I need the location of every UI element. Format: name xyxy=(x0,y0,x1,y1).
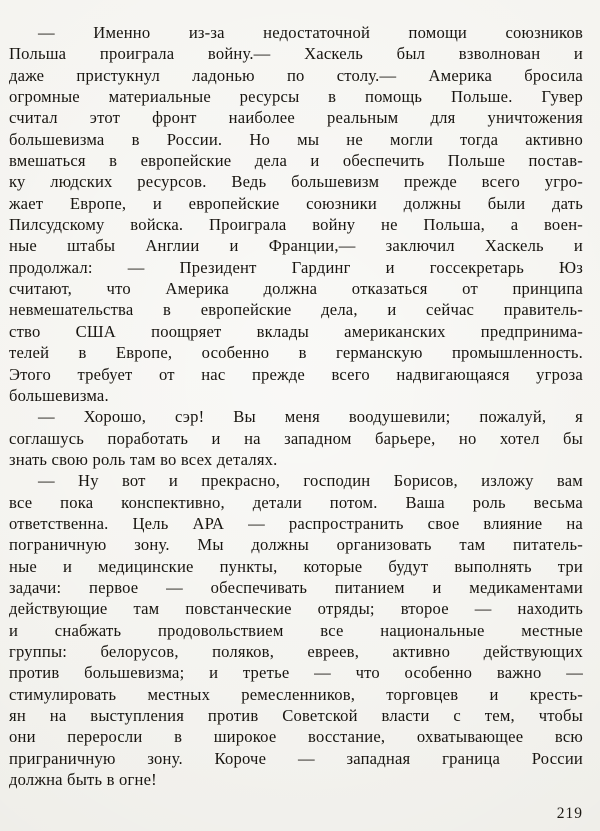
text-line: ответственна. Цель АРА — распространить свое влияние на xyxy=(9,513,583,533)
text-line: соглашусь поработать и на западном барьере, но хотел бы xyxy=(9,428,583,448)
text-line: продолжал: — Президент Гардинг и госсекретарь Юз xyxy=(9,257,583,277)
text-line: пограничную зону. Мы должны организовать там питатель- xyxy=(9,535,583,555)
text-line: большевизма в России. Но мы не могли тогда активно xyxy=(9,129,583,149)
text-line: ные штабы Англии и Франции,— заключил Хаскель и xyxy=(9,236,583,256)
text-line: ные и медицинские пункты, которые будут выполнять три xyxy=(9,556,583,576)
text-line: ян на выступления против Советской власти с тем, чтобы xyxy=(9,706,583,725)
text-line: считают, что Америка должна отказаться от принципа xyxy=(9,279,583,299)
text-line: вмешаться в европейские дела и обеспечить Польше постав- xyxy=(9,151,583,171)
text-line: должна быть в огне! xyxy=(9,770,157,790)
text-line: огромные материальные ресурсы в помощь Польше. Гувер xyxy=(9,87,583,107)
text-line: стимулировать местных ремесленников, торговцев и кресть- xyxy=(9,684,583,704)
text-line: жает Европе, и европейские союзники должны были дать xyxy=(9,193,583,213)
text-line: задачи: первое — обеспечивать питанием и медикаментами xyxy=(9,577,583,597)
text-line: невмешательства в европейские дела, и сейчас правитель- xyxy=(9,300,583,320)
text-line: телей в Европе, особенно в германскую промышленность. xyxy=(9,343,583,363)
text-line: против большевизма; и третье — что особенно важно — xyxy=(9,663,583,683)
text-line: большевизма. xyxy=(9,385,109,405)
text-line: — Именно из-за недостаточной помощи союзников xyxy=(38,23,583,42)
page-number: 219 xyxy=(556,805,583,822)
text-line: приграничную зону. Короче — западная граница России xyxy=(9,748,583,768)
text-line: Этого требует от нас прежде всего надвигающаяся угроза xyxy=(9,364,583,384)
text-line: все пока конспективно, детали потом. Ваша роль весьма xyxy=(9,492,583,512)
text-line: они переросли в широкое восстание, охватывающее всю xyxy=(9,727,583,747)
text-line: знать свою роль там во всех деталях. xyxy=(9,449,278,469)
text-line: — Хорошо, сэр! Вы меня воодушевили; пожалуй, я xyxy=(38,407,583,427)
text-line: действующие там повстанческие отряды; второе — находить xyxy=(9,599,583,619)
text-line: ку людских ресурсов. Ведь большевизм прежде всего угро- xyxy=(9,172,583,192)
text-line: считал этот фронт наиболее реальным для уничтожения xyxy=(9,108,583,128)
text-line: Польша проиграла войну.— Хаскель был взволнован и xyxy=(9,44,583,64)
body-text xyxy=(9,22,583,790)
text-line: группы: белорусов, поляков, евреев, активно действующих xyxy=(9,641,583,661)
text-line: ство США поощряет вклады американских предпринима- xyxy=(9,321,583,341)
text-line: и снабжать продовольствием все национальные местные xyxy=(9,620,583,640)
text-line: — Ну вот и прекрасно, господин Борисов, изложу вам xyxy=(38,471,583,491)
text-line: Пилсудскому войска. Проиграла войну не Польша, а воен- xyxy=(9,215,583,235)
text-line: даже пристукнул ладонью по столу.— Америка бросила xyxy=(9,65,583,85)
